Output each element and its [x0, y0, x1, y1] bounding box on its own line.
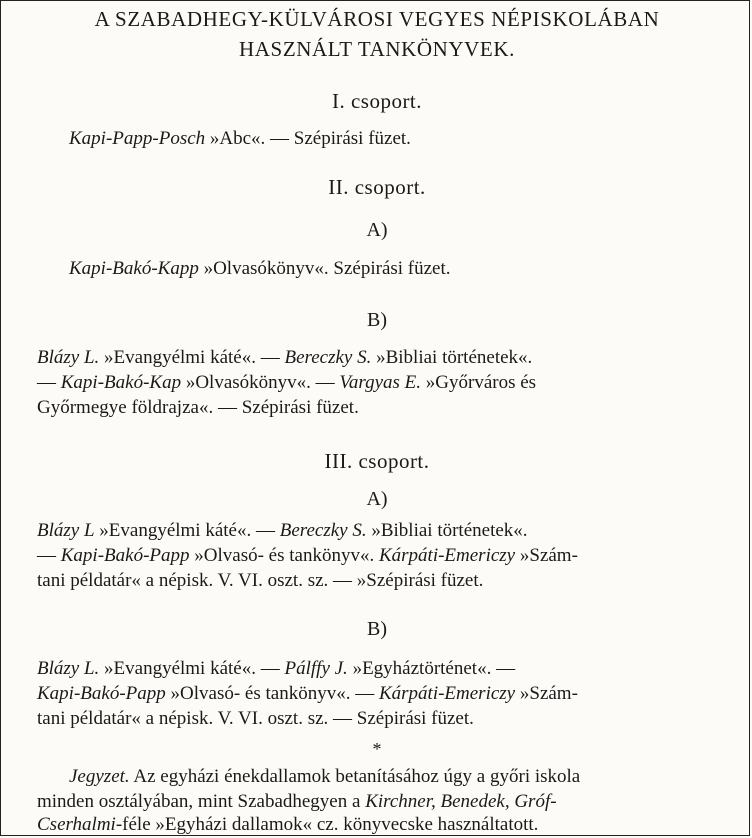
group3-b-text1: »Evangyélmi káté«. —: [99, 658, 285, 679]
group3-sub-a: A): [366, 488, 388, 510]
note-text3: -féle »Egyházi dallamok« cz. könyvecske használtatott.: [115, 814, 539, 835]
group3-a-author3: Kapi-Bakó-Papp: [60, 545, 190, 566]
note-author4: Cserhalmi: [37, 814, 116, 835]
group2-b-text3: »Olvasókönyv«. —: [181, 372, 340, 393]
group2-b-dash: —: [37, 372, 61, 393]
group1-entry: [69, 129, 411, 148]
group3-b-author1: Blázy L.: [37, 658, 100, 679]
group2-a-entry: [69, 259, 451, 278]
group2-a-author: Kapi-Bakó-Kapp: [69, 258, 199, 279]
document-title-line2: HASZNÁLT TANKÖNYVEK.: [239, 37, 515, 61]
group2-b-text4: »Győrváros és: [421, 372, 537, 393]
group2-heading: II. csoport.: [328, 175, 426, 199]
group3-a-text3: »Olvasó- és tankönyv«.: [189, 545, 379, 566]
note-author1: Kirchner,: [365, 791, 436, 812]
group2-b-line1: [37, 348, 717, 367]
group2-b-author4: Vargyas E.: [339, 372, 422, 393]
group3-b-author4: Kárpáti-Emericzy: [378, 683, 516, 704]
note-line3: [37, 815, 538, 834]
group3-a-author1: Blázy L: [37, 520, 95, 541]
group2-b-line2: [37, 373, 717, 392]
note-line1: [69, 767, 580, 786]
group3-a-text1: »Evangyélmi káté«. —: [94, 520, 280, 541]
group2-b-author1: Blázy L.: [37, 347, 100, 368]
group3-b-line3: tani példatár« a népisk. V. VI. oszt. sz. — Szépirási füzet.: [37, 708, 474, 729]
group3-a-text2: »Bibliai történetek«.: [366, 520, 528, 541]
document-title-line1: A SZABADHEGY-KÜLVÁROSI VEGYES NÉPISKOLÁBAN: [94, 7, 660, 31]
group2-b-line3: Győrmegye földrajza«. — Szépirási füzet.: [37, 397, 359, 418]
group3-b-author2: Pálffy J.: [284, 658, 348, 679]
group3-sub-b: B): [367, 618, 387, 640]
group2-sub-b: B): [367, 309, 387, 331]
group3-b-line1: [37, 659, 717, 678]
group3-b-text3: »Olvasó- és tankönyv«. —: [165, 683, 379, 704]
group2-b-text2: »Bibliai történetek«.: [371, 347, 533, 368]
group3-b-text2: »Egyháztörténet«. —: [347, 658, 516, 679]
group3-a-line1: [37, 521, 717, 540]
note-author3: Gróf-: [514, 791, 557, 812]
group1-author: Kapi-Papp-Posch: [69, 128, 206, 149]
group1-text: »Abc«. — Szépirási füzet.: [205, 128, 411, 149]
note-text2: minden osztályában, mint Szabadhegyen a: [37, 791, 366, 812]
note-text1: Az egyházi énekdallamok betanításához úgy a győri iskola: [129, 766, 581, 787]
group1-heading: I. csoport.: [331, 89, 423, 113]
group2-sub-a: A): [366, 219, 388, 241]
note-author2: Benedek,: [440, 791, 510, 812]
group3-a-author4: Kárpáti-Emericzy: [378, 545, 516, 566]
group3-heading: III. csoport.: [324, 449, 430, 473]
group2-a-text: »Olvasókönyv«. Szépirási füzet.: [198, 258, 451, 279]
group3-a-author2: Bereczky S.: [279, 520, 367, 541]
group3-a-line3: tani példatár« a népisk. V. VI. oszt. sz. — »Szépirási füzet.: [37, 570, 484, 591]
note-line2: [37, 792, 717, 811]
group3-b-author3: Kapi-Bakó-Papp: [37, 683, 166, 704]
group3-b-line2: [37, 684, 717, 703]
group2-b-text1: »Evangyélmi káté«. —: [99, 347, 285, 368]
group2-b-author2: Bereczky S.: [284, 347, 372, 368]
section-separator: *: [372, 739, 382, 759]
group2-b-author3: Kapi-Bakó-Kap: [60, 372, 182, 393]
group3-b-text4: »Szám-: [515, 683, 578, 704]
note-label: Jegyzet.: [69, 766, 130, 787]
group3-a-dash: —: [37, 545, 61, 566]
group3-a-line2: [37, 546, 717, 565]
group3-a-text4: »Szám-: [515, 545, 578, 566]
